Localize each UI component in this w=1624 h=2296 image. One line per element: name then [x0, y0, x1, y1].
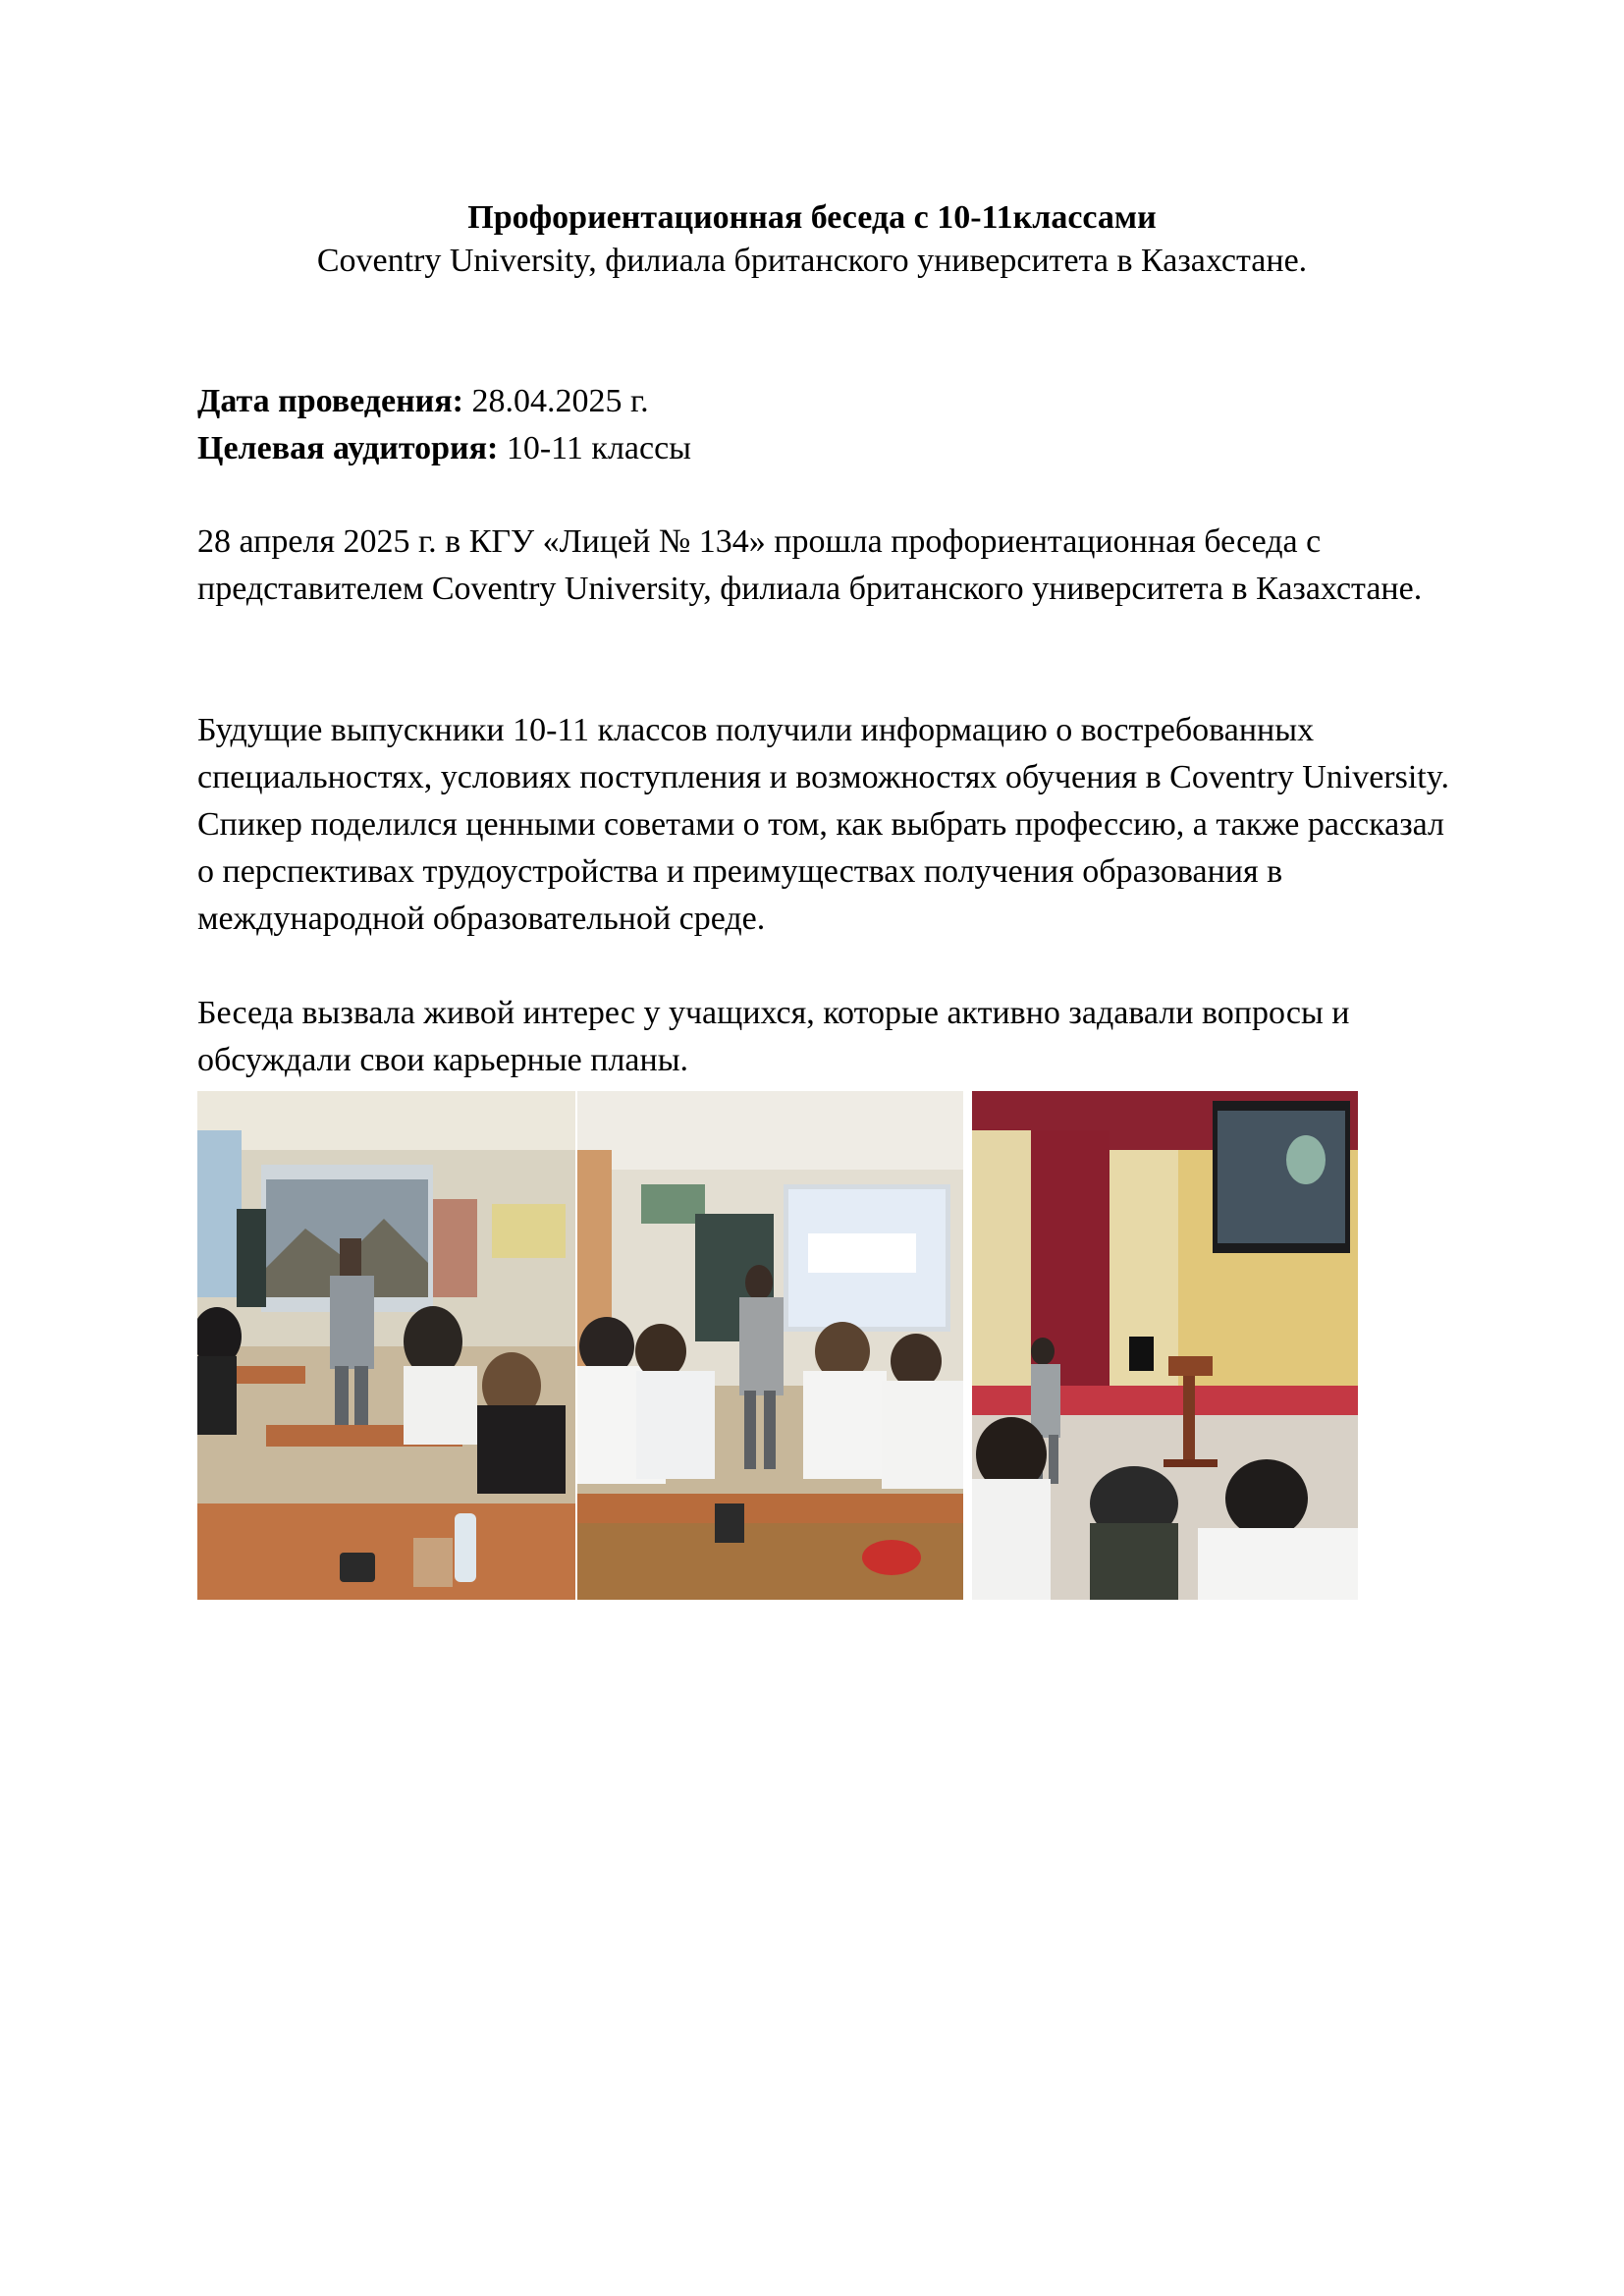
date-label: Дата проведения: — [197, 383, 463, 419]
audience-label: Целевая аудитория: — [197, 430, 499, 466]
audience-line — [197, 425, 691, 472]
paragraph-conclusion: Беседа вызвала живой интерес у учащихся, которые активно задавали вопросы и обсуждали свои карьерные планы. — [197, 995, 1350, 1078]
page-subtitle: Coventry University, филиала британского университета в Казахстане. — [316, 243, 1308, 279]
paragraph-details: Будущие выпускники 10-11 классов получили информацию о востребованных специальностях, условиях поступления и возможностях обучения в Coventry University. Спикер поделился ценными советами о том, как выбрать профессию, а также рассказал о перспективах трудоустройства и преимуществах получения образования в международной образовательной среде. — [197, 712, 1450, 937]
date-value: 28.04.2025 г. — [462, 383, 649, 419]
classroom-students-photo — [577, 1091, 963, 1600]
event-meta — [197, 378, 691, 472]
photo-collage — [197, 1091, 1358, 1600]
page-title: Профориентационная беседа с 10-11классами — [467, 199, 1157, 236]
paragraph-intro: 28 апреля 2025 г. в КГУ «Лицей № 134» прошла профориентационная беседа с представителем Coventry University, филиала британского университета в Казахстане. — [197, 523, 1423, 607]
assembly-hall-photo — [972, 1091, 1358, 1600]
audience-value: 10-11 классы — [498, 430, 692, 466]
date-line — [197, 378, 691, 425]
classroom-presentation-photo — [197, 1091, 575, 1600]
